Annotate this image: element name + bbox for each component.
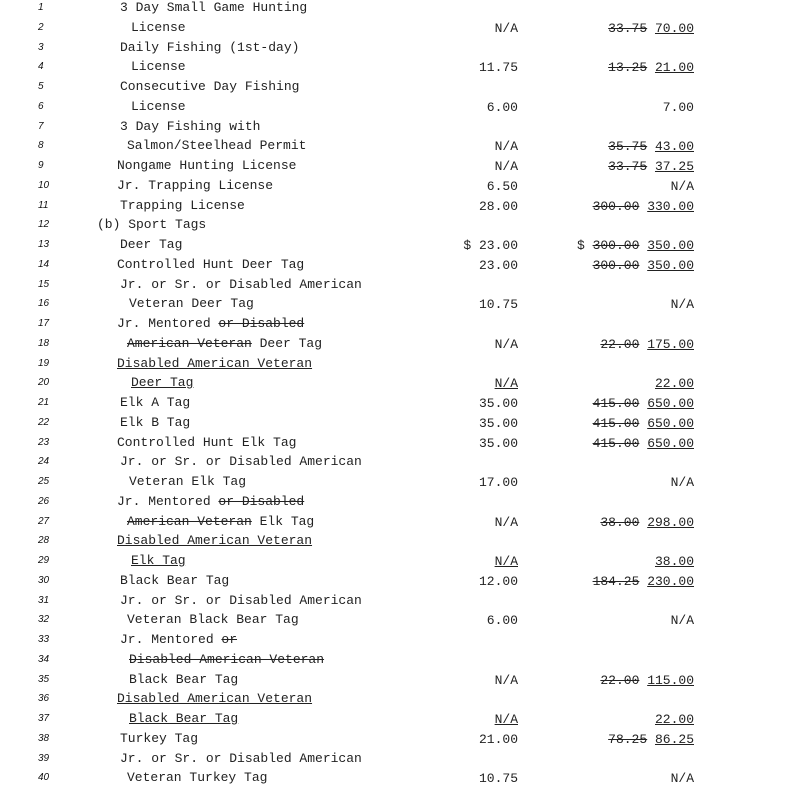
fee-item-label [131,20,186,36]
text-segment: Deer Tag [120,237,183,252]
struck-text: 300.00 [592,257,640,273]
nonresident-fee [671,297,694,313]
nonresident-fee [593,574,694,590]
nonresident-fee [671,475,694,491]
nonresident-fee [608,159,694,175]
line-number: 10 [38,179,50,191]
fee-item-label [120,79,299,95]
line-number: 4 [38,61,44,73]
line-number: 19 [38,357,50,369]
resident-fee [479,436,518,452]
text-segment: License [131,98,186,114]
text-segment: 21.00 [478,731,518,747]
line-number: 6 [38,100,44,112]
struck-text: 35.75 [608,139,648,155]
text-segment: Deer Tag [251,335,323,351]
text-segment: Jr. Trapping License [117,177,274,193]
nonresident-fee [600,337,694,353]
line-number: 29 [38,555,50,566]
line-number: 7 [38,120,44,132]
text-segment: Veteran Deer Tag [129,296,254,312]
nonresident-fee [671,179,694,195]
text-segment: N/A [670,297,694,313]
fee-item-label [117,316,304,332]
inserted-text: 37.25 [654,159,694,174]
nonresident-fee [600,673,694,689]
nonresident-fee [671,771,694,787]
line-number: 21 [38,397,50,408]
fee-item-label [131,553,186,569]
text-segment: $ 23.00 [463,238,518,253]
resident-fee [495,673,518,689]
struck-text: 415.00 [592,415,640,431]
resident-fee [479,396,518,412]
nonresident-fee [671,613,694,629]
line-number: 13 [38,239,50,250]
text-segment: 10.75 [478,297,518,313]
inserted-text: 350.00 [647,238,694,253]
text-segment: Veteran Elk Tag [129,474,247,489]
line-number: 32 [38,614,50,626]
fee-item-label [120,0,307,16]
text-segment: Nongame Hunting License [117,158,297,173]
text-segment: Veteran Black Bear Tag [127,612,299,628]
text-segment: Salmon/Steelhead Permit [127,138,307,154]
fee-item-label [117,257,304,273]
text-segment [647,60,655,75]
resident-fee [479,574,518,590]
line-number: 15 [38,278,50,290]
inserted-text: 43.00 [654,139,694,155]
line-number: 34 [38,653,50,665]
nonresident-fee [663,100,694,116]
struck-text: 415.00 [592,435,640,451]
fee-item-label [129,652,324,668]
inserted-text: 38.00 [654,554,694,569]
line-number: 38 [38,732,50,744]
nonresident-fee [655,712,694,728]
text-segment: Elk B Tag [120,414,191,430]
text-segment: 3 Day Small Game Hunting [120,0,308,15]
fee-item-label [117,691,312,707]
text-segment: N/A [494,336,518,352]
inserted-text: N/A [494,376,518,392]
fee-item-label [127,514,314,530]
nonresident-fee [593,396,694,412]
text-segment [647,21,655,36]
struck-text: Disabled American Veteran [129,651,325,667]
text-segment: Controlled Hunt Elk Tag [117,434,297,450]
inserted-text: 21.00 [654,60,694,76]
fee-item-label [127,138,306,154]
line-number: 23 [38,436,50,448]
text-segment: 6.50 [486,178,518,194]
resident-fee [479,475,518,491]
fee-item-label [120,454,362,470]
fee-item-label [127,336,322,352]
inserted-text: 650.00 [647,396,694,411]
resident-fee [495,337,518,353]
resident-fee [495,554,518,570]
resident-fee [479,732,518,748]
inserted-text: Black Bear Tag [129,711,239,726]
line-number: 39 [38,752,50,764]
line-number: 17 [38,318,50,329]
inserted-text: 86.25 [654,731,694,747]
text-segment: 35.00 [478,415,518,431]
inserted-text: Disabled American Veteran [117,691,313,707]
struck-text: 33.75 [608,20,648,36]
text-segment: Black Bear Tag [120,572,230,588]
fee-item-label [131,59,186,75]
fee-item-label [117,158,296,174]
fee-item-label [127,612,299,628]
nonresident-fee [608,139,694,155]
text-segment: 6.00 [486,613,518,629]
struck-text: 33.75 [608,159,648,174]
line-number: 26 [38,495,50,507]
line-number: 33 [38,634,50,645]
text-segment: Black Bear Tag [129,671,239,687]
line-number: 16 [38,298,50,310]
line-number: 25 [38,476,50,487]
resident-fee [479,258,518,274]
struck-text: or [221,632,238,647]
struck-text: 38.00 [600,514,640,530]
text-segment: 7.00 [662,99,694,115]
fee-item-label [117,494,304,510]
line-number: 37 [38,713,50,724]
fee-item-label [117,533,312,549]
fee-item-label [120,237,182,253]
text-segment: Jr. or Sr. or Disabled American [120,454,362,470]
line-number: 24 [38,456,50,468]
fee-item-label [129,711,238,727]
text-segment: N/A [494,159,518,174]
inserted-text: 330.00 [647,198,694,214]
text-segment: (b) Sport Tags [97,217,207,233]
resident-fee [495,159,518,175]
text-segment: Jr. or Sr. or Disabled American [120,592,362,608]
text-segment: Jr. or Sr. or Disabled American [120,750,362,766]
text-segment: 28.00 [478,198,518,214]
line-number: 27 [38,515,50,527]
line-number: 11 [38,199,49,211]
inserted-text: 230.00 [647,573,694,589]
fee-item-label [120,119,260,135]
inserted-text: Disabled American Veteran [117,355,313,371]
inserted-text: 70.00 [654,20,694,36]
inserted-text: N/A [494,712,518,727]
text-segment [647,732,655,747]
struck-text: 300.00 [592,198,640,214]
resident-fee [495,21,518,37]
nonresident-fee [608,60,694,76]
line-number: 36 [38,693,50,705]
line-number: 28 [38,535,50,547]
resident-fee [479,60,518,76]
inserted-text: 650.00 [647,415,694,431]
inserted-text: 350.00 [647,257,694,273]
resident-fee [495,515,518,531]
line-number: 8 [38,140,44,152]
struck-text: American Veteran [127,513,252,529]
inserted-text: 298.00 [647,514,694,530]
resident-fee [479,416,518,432]
fee-item-label [117,435,296,451]
text-segment: Controlled Hunt Deer Tag [117,256,305,272]
struck-text: 13.25 [608,60,648,76]
text-segment [647,139,655,154]
nonresident-fee [593,436,694,452]
line-number: 35 [38,673,50,685]
nonresident-fee [655,554,694,570]
nonresident-fee [608,21,694,37]
line-number: 3 [38,41,44,53]
fee-item-label [129,474,246,490]
line-number: 9 [38,160,44,171]
inserted-text: Elk Tag [131,553,186,568]
resident-fee [479,199,518,215]
fee-item-label [117,356,312,372]
inserted-text: 650.00 [647,435,694,451]
line-number: 22 [38,416,50,428]
fee-item-label [129,672,238,688]
struck-text: 415.00 [592,396,640,411]
fee-item-label [120,415,190,431]
fee-item-label [129,296,254,312]
resident-fee [479,297,518,313]
fee-item-label [117,178,273,194]
text-segment: Turkey Tag [120,730,199,746]
fee-item-label [127,770,267,786]
text-segment: Daily Fishing (1st-day) [120,39,300,55]
text-segment: Consecutive Day Fishing [120,79,300,94]
fee-item-label [120,277,362,293]
inserted-text: Deer Tag [131,375,194,391]
resident-fee [487,179,518,195]
inserted-text: Disabled American Veteran [117,533,313,549]
line-number: 31 [38,594,50,606]
text-segment: N/A [670,475,694,490]
fee-item-label [120,731,198,747]
text-segment: Jr. Mentored [120,632,222,647]
text-segment: 35.00 [478,396,518,411]
struck-text: American Veteran [127,335,252,351]
text-segment: Jr. Mentored [117,493,219,509]
text-segment: Veteran Turkey Tag [127,770,268,786]
line-number: 1 [38,2,44,13]
text-segment: License [131,19,186,35]
line-number: 20 [38,377,50,389]
text-segment: 6.00 [486,99,518,115]
text-segment: N/A [494,20,518,36]
nonresident-fee [577,238,694,254]
text-segment: N/A [670,771,694,787]
resident-fee [495,139,518,155]
text-segment: Jr. Mentored [117,316,219,331]
nonresident-fee [600,515,694,531]
line-number: 30 [38,574,50,586]
inserted-text: N/A [494,554,518,569]
struck-text: 78.25 [608,731,648,747]
text-segment: 12.00 [478,573,518,589]
text-segment: N/A [494,514,518,530]
text-segment: Elk Tag [251,513,315,529]
line-number: 40 [38,772,50,784]
text-segment: N/A [670,178,694,194]
struck-text: or Disabled [218,316,305,331]
fee-item-label [120,751,362,767]
nonresident-fee [593,258,694,274]
fee-item-label [97,217,206,233]
nonresident-fee [608,732,694,748]
text-segment: Jr. or Sr. or Disabled American [120,276,362,292]
fee-item-label [120,573,229,589]
resident-fee [463,238,518,254]
line-number: 2 [38,21,44,33]
text-segment: 10.75 [478,771,518,787]
resident-fee [487,100,518,116]
inserted-text: 22.00 [654,712,694,727]
struck-text: 300.00 [592,238,640,253]
fee-item-label [120,395,190,411]
text-segment [647,159,655,174]
text-segment: 3 Day Fishing with [120,118,261,134]
struck-text: or Disabled [218,493,305,509]
text-segment: License [131,59,186,75]
text-segment: 11.75 [478,60,518,76]
text-segment: N/A [670,613,694,629]
fee-item-label [131,99,186,115]
fee-item-label [131,375,193,391]
nonresident-fee [593,416,694,432]
inserted-text: 175.00 [647,336,694,352]
text-segment: 35.00 [478,435,518,451]
nonresident-fee [593,199,694,215]
inserted-text: 22.00 [654,376,694,392]
line-number: 18 [38,337,50,349]
text-segment: 23.00 [478,257,518,273]
text-segment: $ [576,238,593,253]
inserted-text: 115.00 [647,672,694,688]
struck-text: 22.00 [600,672,640,688]
line-number: 14 [38,258,50,270]
line-number: 12 [38,219,50,231]
line-number: 5 [38,81,44,92]
text-segment: Elk A Tag [120,395,191,410]
fee-item-label [120,40,299,56]
resident-fee [495,376,518,392]
struck-text: 22.00 [600,336,640,352]
resident-fee [495,712,518,728]
fee-item-label [120,593,362,609]
resident-fee [487,613,518,629]
text-segment: 17.00 [478,475,518,490]
fee-item-label [120,198,245,214]
text-segment: N/A [494,139,518,155]
fee-item-label [120,632,237,648]
resident-fee [479,771,518,787]
nonresident-fee [655,376,694,392]
struck-text: 184.25 [592,573,640,589]
text-segment: Trapping License [120,197,245,213]
text-segment: N/A [494,672,518,688]
